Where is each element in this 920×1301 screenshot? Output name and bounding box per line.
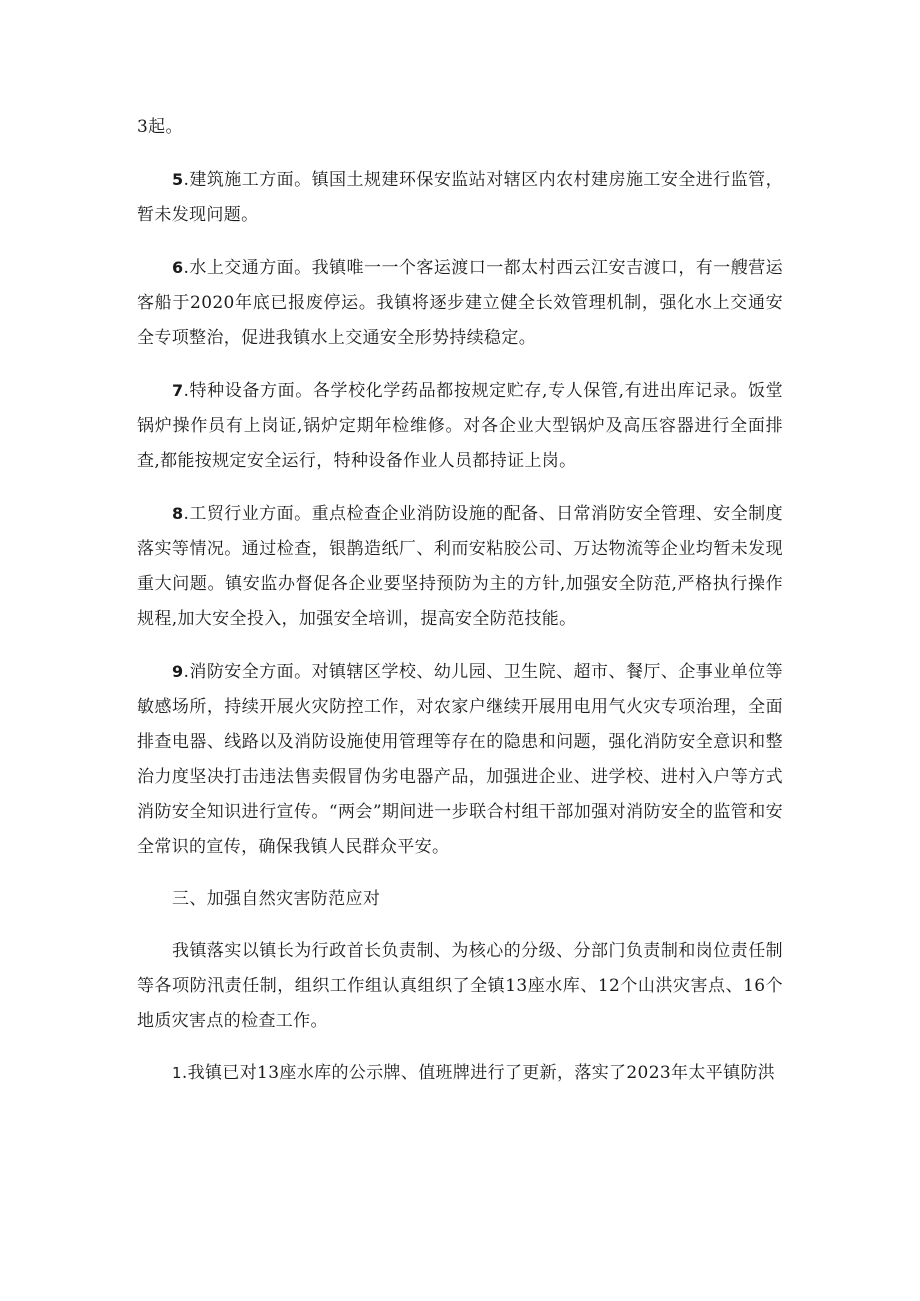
paragraph-item-9 [137,654,783,865]
paragraph-text: .我镇已对13座水库的公示牌、值班牌进行了更新，落实了2023年太平镇防洪 [181,1063,776,1083]
paragraph-item-6 [137,250,783,356]
paragraph-intro [137,934,783,1039]
paragraph-item-8 [137,496,783,637]
item-number: 7 [172,381,184,400]
item-number: 9 [172,662,184,681]
paragraph-text: .水上交通方面。我镇唯一一个客运渡口一都太村西云江安吉渡口，有一艘营运客船于2020年底已报废停运。我镇将逐步建立健全长效管理机制，强化水上交通安全专项整治，促进我镇水上交通安全形势持续稳定。 [137,258,783,348]
item-number: 1 [172,1064,182,1082]
item-number: 5 [172,170,184,189]
paragraph-text: .建筑施工方面。镇国土规建环保安监站对辖区内农村建房施工安全进行监管，暂未发现问题。 [137,170,783,225]
paragraph-item-5 [137,162,783,233]
item-number: 8 [172,504,184,523]
paragraph-text: 我镇落实以镇长为行政首长负责制、为核心的分级、分部门负责制和岗位责任制等各项防汛责任制，组织工作组认真组织了全镇13座水库、12个山洪灾害点、16个地质灾害点的检查工作。 [137,941,783,1031]
item-number: 6 [172,258,184,277]
paragraph-text: .特种设备方面。各学校化学药品都按规定贮存,专人保管,有进出库记录。饭堂锅炉操作员有上岗证,锅炉定期年检维修。对各企业大型锅炉及高压容器进行全面排查,都能按规定安全运行，特种设备作业人员都持证上岗。 [137,381,783,471]
paragraph-text: .工贸行业方面。重点检查企业消防设施的配备、日常消防安全管理、安全制度落实等情况。通过检查，银鹊造纸厂、利而安粘胶公司、万达物流等企业均暂未发现重大问题。镇安监办督促各企业要坚持预防为主的方针,加强安全防范,严格执行操作规程,加大安全投入，加强安全培训，提高安全防范技能。 [137,504,783,629]
paragraph-item-1 [137,1056,783,1091]
section-heading-text: 三、加强自然灾害防范应对 [172,889,381,909]
paragraph-continuation [137,110,783,145]
paragraph-text: 3起。 [137,117,183,137]
paragraph-item-7 [137,373,783,479]
document-page [137,110,783,1108]
paragraph-text: .消防安全方面。对镇辖区学校、幼儿园、卫生院、超市、餐厅、企事业单位等敏感场所，持续开展火灾防控工作，对农家户继续开展用电用气火灾专项治理，全面排查电器、线路以及消防设施使用管理等存在的隐患和问题，强化消防安全意识和整治力度坚决打击违法售卖假冒伪劣电器产品，加强进企业、进学校、进村入户等方式消防安全知识进行宣传。“两会”期间进一步联合村组干部加强对消防安全的监管和安全常识的宣传，确保我镇人民群众平安。 [137,662,783,857]
section-heading [137,882,783,917]
